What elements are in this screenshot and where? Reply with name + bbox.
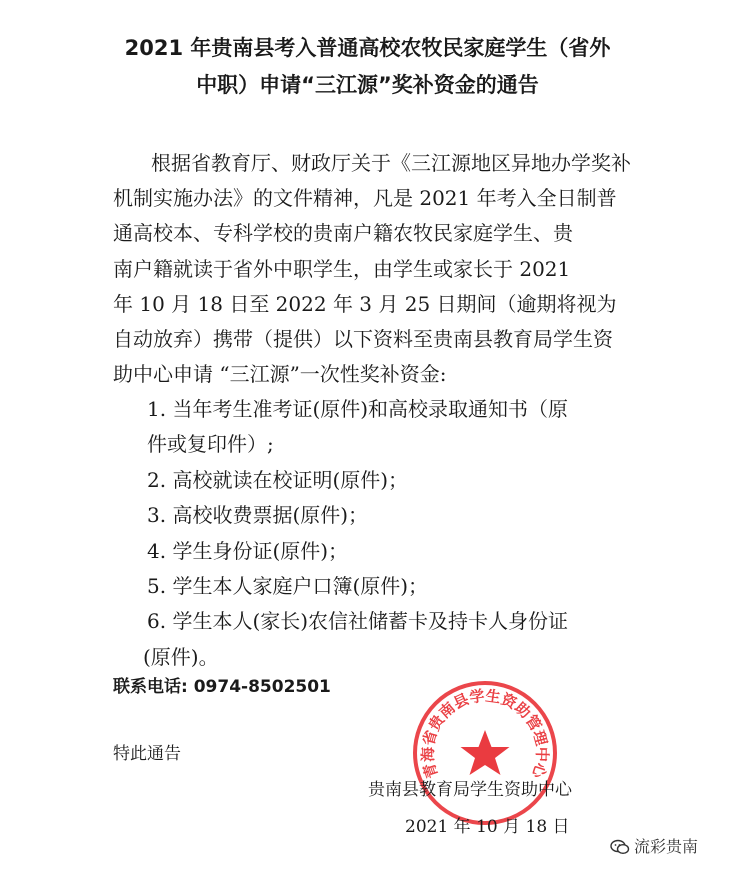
body-line: 通高校本、专科学校的贵南户籍农牧民家庭学生、贵 (113, 221, 573, 246)
list-item-continuation: 件或复印件）; (147, 432, 274, 457)
body-line: 根据省教育厅、财政厅关于《三江源地区异地办学奖补 (151, 151, 631, 175)
title-line-1: 2021 年贵南县考入普通高校农牧民家庭学生（省外 (124, 36, 611, 60)
list-item: 5. 学生本人家庭户口簿(原件)； (147, 574, 429, 599)
list-item: 1. 当年考生准考证(原件)和高校录取通知书（原 (147, 397, 569, 421)
list-item: 4. 学生身份证(原件)； (147, 538, 349, 563)
seal-star-icon (461, 730, 510, 775)
seal-text: 青海省贵南县学生资助管理中心 (418, 686, 552, 781)
document-title (40, 30, 695, 104)
body-line: 南户籍就读于省外中职学生，由学生或家长于 2021 (113, 256, 571, 281)
contact-phone: 联系电话: 0974-8502501 (113, 677, 331, 697)
watermark-text: 流彩贵南 (634, 837, 699, 856)
issue-date: 2021 年 10 月 18 日 (405, 817, 570, 837)
body-paragraph (113, 146, 733, 392)
required-materials-list (113, 392, 733, 675)
title-line-2: 中职）申请“三江源”奖补资金的通告 (196, 73, 539, 97)
watermark (610, 836, 698, 858)
body-line: 年 10 月 18 日至 2022 年 3 月 25 日期间（逾期将视为 (113, 291, 617, 316)
body-line: 自动放弃）携带（提供）以下资料至贵南县教育局学生资 (113, 327, 613, 352)
list-item: 6. 学生本人(家长)农信社储蓄卡及持卡人身份证 (147, 609, 569, 634)
issuing-office: 贵南县教育局学生资助中心 (368, 780, 572, 800)
body-line: 助中心申请 “三江源”一次性奖补资金: (113, 362, 447, 387)
list-item-continuation: (原件)。 (143, 644, 219, 669)
wechat-icon (610, 839, 630, 855)
list-item: 3. 高校收费票据(原件)； (147, 503, 369, 528)
notice-closing: 特此通告 (113, 744, 181, 764)
official-seal-icon (410, 678, 560, 828)
body-line: 机制实施办法》的文件精神，凡是 2021 年考入全日制普 (113, 186, 617, 211)
list-item: 2. 高校就读在校证明(原件)； (147, 467, 409, 492)
